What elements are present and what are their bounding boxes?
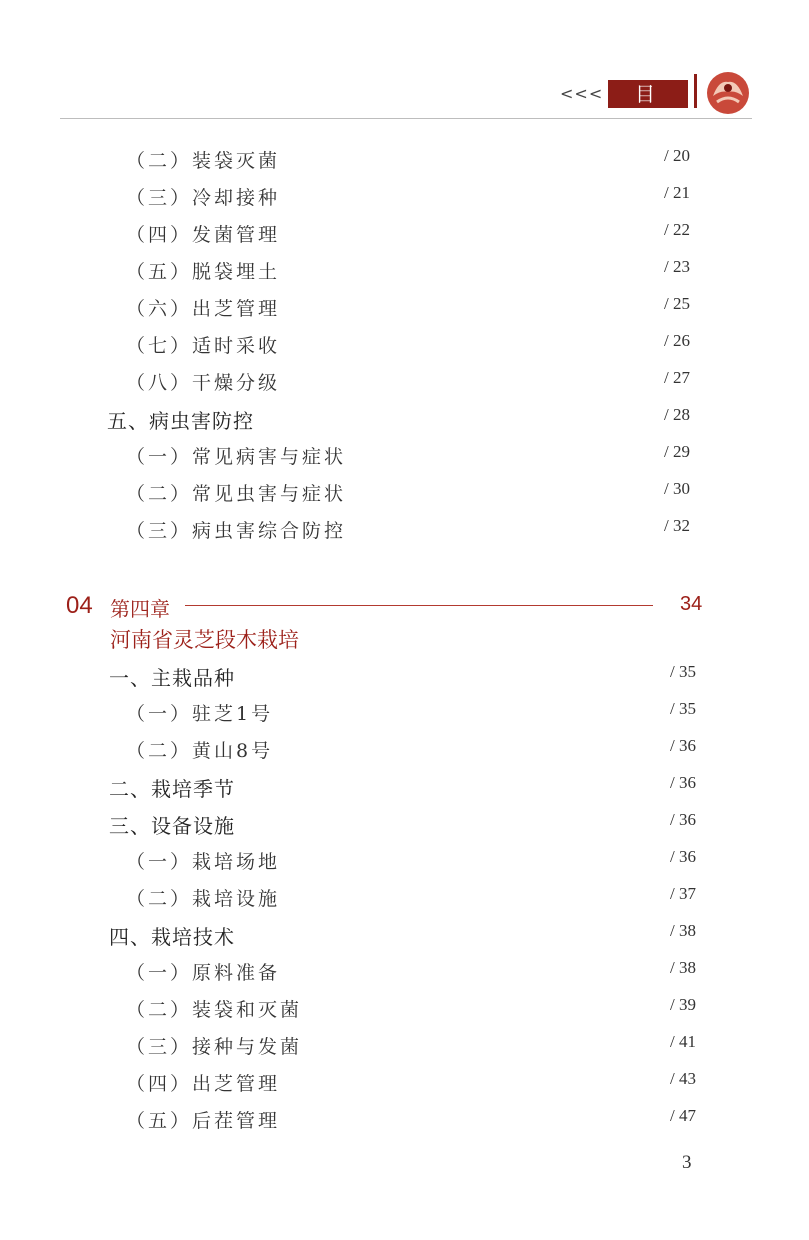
- toc-entry-page: / 23: [664, 257, 690, 276]
- toc-entry: [0, 516, 809, 550]
- header-title: 目 录: [608, 80, 688, 108]
- toc-entry-label: （二）装袋灭菌: [126, 150, 281, 172]
- toc-entry-page: / 38: [670, 921, 696, 940]
- toc-entry: [0, 662, 809, 696]
- toc-entry: [0, 183, 809, 217]
- toc-entry-page: / 47: [670, 1106, 696, 1125]
- toc-entry-label: 一、主栽品种: [109, 666, 235, 690]
- toc-entry: [0, 405, 809, 439]
- header-divider: [694, 74, 697, 108]
- toc-entry: [0, 773, 809, 807]
- toc-entry-label: （一）常见病害与症状: [126, 446, 347, 468]
- toc-entry-label: （六）出芝管理: [126, 298, 281, 320]
- toc-entry: [0, 257, 809, 291]
- toc-entry-page: / 37: [670, 884, 696, 903]
- toc-entry-label: 二、栽培季节: [109, 777, 235, 801]
- toc-entry-page: / 25: [664, 294, 690, 313]
- toc-entry: [0, 1069, 809, 1103]
- toc-entry-label: （四）发菌管理: [126, 224, 281, 246]
- toc-entry: [0, 736, 809, 770]
- toc-entry-page: / 36: [670, 810, 696, 829]
- chapter-label: 第四章: [110, 597, 170, 621]
- toc-entry-label: （四）出芝管理: [126, 1073, 281, 1095]
- toc-entry-page: / 35: [670, 699, 696, 718]
- toc-entry: [0, 220, 809, 254]
- toc-entry-label: 五、病虫害防控: [107, 409, 254, 433]
- toc-entry: [0, 146, 809, 180]
- toc-entry: [0, 884, 809, 918]
- toc-entry: [0, 958, 809, 992]
- toc-entry-label: （七）适时采收: [126, 335, 281, 357]
- toc-entry-page: / 43: [670, 1069, 696, 1088]
- toc-entry-label: （八）干燥分级: [126, 372, 281, 394]
- toc-entry-label: （三）病虫害综合防控: [126, 520, 347, 542]
- toc-entry-label: （三）接种与发菌: [126, 1036, 303, 1058]
- toc-entry: [0, 1106, 809, 1140]
- toc-entry: [0, 368, 809, 402]
- toc-entry-page: / 41: [670, 1032, 696, 1051]
- page-number: 3: [682, 1152, 692, 1173]
- toc-entry-page: / 28: [664, 405, 690, 424]
- toc-entry-label: （三）冷却接种: [126, 187, 281, 209]
- toc-entry: [0, 847, 809, 881]
- header-arrows: <<<: [560, 84, 604, 103]
- toc-entry-label: 三、设备设施: [109, 814, 235, 838]
- toc-entry-label: （二）常见虫害与症状: [126, 483, 347, 505]
- toc-entry-label: （二）栽培设施: [126, 888, 281, 910]
- toc-entry: [0, 810, 809, 844]
- toc-entry: [0, 331, 809, 365]
- chapter-number: 04: [66, 592, 93, 619]
- toc-entry-page: / 22: [664, 220, 690, 239]
- chapter-rule: [185, 605, 653, 606]
- toc-entry-page: / 36: [670, 773, 696, 792]
- toc-entry-label: （一）驻芝1号: [126, 703, 274, 725]
- toc-entry-page: / 27: [664, 368, 690, 387]
- toc-entry: [0, 1032, 809, 1066]
- chapter-title: 河南省灵芝段木栽培: [110, 628, 299, 652]
- toc-entry-page: / 36: [670, 847, 696, 866]
- toc-entry-page: / 29: [664, 442, 690, 461]
- toc-entry-label: （二）装袋和灭菌: [126, 999, 303, 1021]
- toc-entry-page: / 30: [664, 479, 690, 498]
- toc-entry-page: / 35: [670, 662, 696, 681]
- toc-entry-label: 四、栽培技术: [109, 925, 235, 949]
- toc-entry-page: / 36: [670, 736, 696, 755]
- toc-entry-page: / 39: [670, 995, 696, 1014]
- toc-entry: [0, 921, 809, 955]
- toc-entry-page: / 21: [664, 183, 690, 202]
- toc-entry-page: / 26: [664, 331, 690, 350]
- seal-icon: [705, 70, 751, 116]
- toc-entry-label: （一）栽培场地: [126, 851, 281, 873]
- toc-entry: [0, 442, 809, 476]
- toc-entry: [0, 479, 809, 513]
- toc-entry-page: / 20: [664, 146, 690, 165]
- toc-entry: [0, 294, 809, 328]
- toc-entry: [0, 699, 809, 733]
- toc-entry-label: （二）黄山8号: [126, 740, 274, 762]
- toc-entry-label: （一）原料准备: [126, 962, 281, 984]
- toc-entry-page: / 32: [664, 516, 690, 535]
- chapter-page: 34: [680, 593, 703, 615]
- header-rule: [60, 118, 752, 119]
- toc-entry-label: （五）后茬管理: [126, 1110, 281, 1132]
- toc-entry-label: （五）脱袋埋土: [126, 261, 281, 283]
- toc-entry: [0, 995, 809, 1029]
- toc-entry-page: / 38: [670, 958, 696, 977]
